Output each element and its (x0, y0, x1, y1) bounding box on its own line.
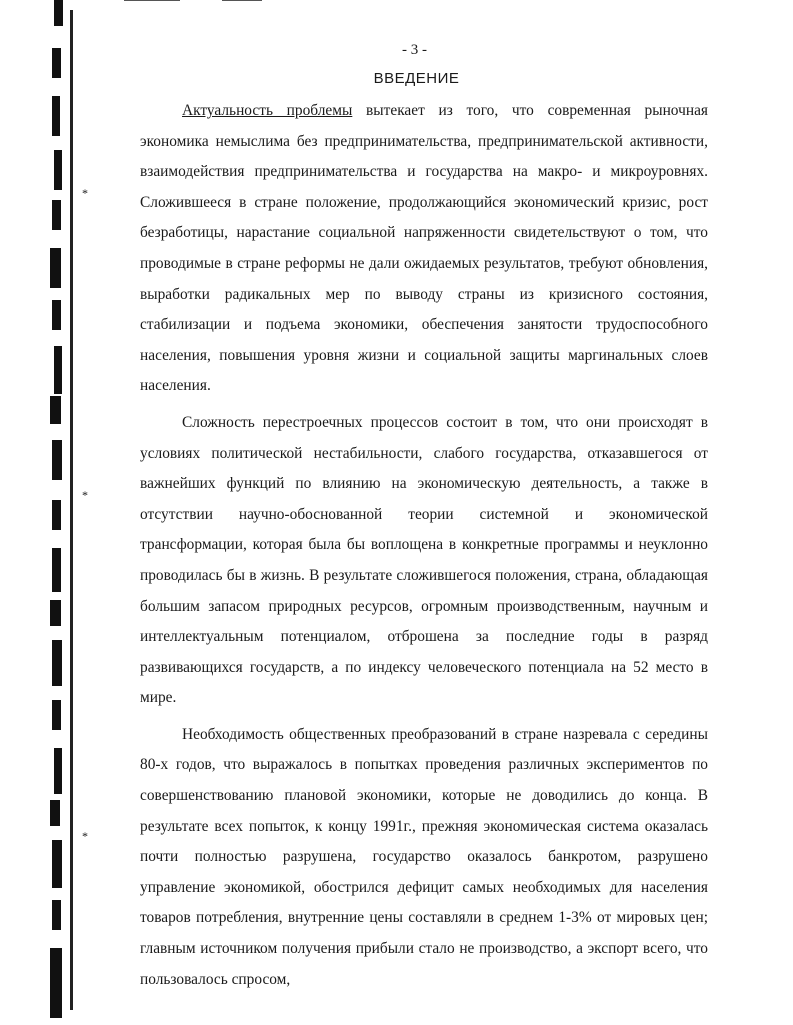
binding-mark (50, 800, 60, 826)
paragraph-lead: Актуальность проблемы (182, 102, 353, 119)
binding-mark (54, 0, 63, 26)
margin-mark: * (82, 829, 88, 843)
paragraph: Сложность перестроечных процессов состоит в том, что они происходят в условиях политической нестабильности, слабого государства, отказавшегося от важнейших функций по влиянию на экономическую деятельность, а также в отсутствии научно-обоснованной теории системной и экономической трансформации, которая была бы воплощена в конкретные программы и неуклонно проводилась бы в жизнь. В результате сложившегося положения, страна, обладающая большим запасом природных ресурсов, огромным производственным, научным и интеллектуальным потенциалом, отброшена за последние годы в разряд развивающихся государств, а по индексу человеческого потенциала на 52 место в мире. (140, 413, 708, 707)
binding-mark (50, 396, 61, 424)
page-title: ВВЕДЕНИЕ (373, 70, 460, 87)
binding-mark (52, 900, 61, 930)
paragraph (140, 96, 708, 402)
scan-binding-edge (34, 0, 64, 1025)
binding-mark (54, 346, 62, 394)
scan-top-rule (124, 0, 180, 1)
margin-mark: * (82, 488, 88, 502)
binding-spine (70, 10, 73, 1010)
document-body (140, 96, 708, 995)
paragraph-text: вытекает из того, что современная рыночная экономика немыслима без предпринимательства, предпринимательской активности, взаимодействия предпринимательства и государства на макро- и микроуровнях. Сложившееся в стране положение, продолжающийся экономический кризис, рост безработицы, нарастание социальной напряженности свидетельствуют о том, что проводимые в стране реформы не дали ожидаемых результатов, требуют обновления, выработки радикальных мер по выводу страны из кризисного состояния, стабилизации и подъема экономики, обеспечения занятости трудоспособного населения, повышения уровня жизни и социальной защиты маргинальных слоев населения. (140, 102, 708, 395)
page-number: - 3 - (402, 42, 427, 58)
binding-mark (50, 600, 61, 626)
binding-mark (52, 700, 61, 730)
binding-mark (52, 840, 62, 888)
binding-mark (54, 748, 62, 794)
binding-mark (54, 150, 62, 190)
binding-mark (52, 548, 61, 592)
binding-mark (52, 640, 62, 686)
scan-top-rule (222, 0, 262, 1)
margin-mark: * (82, 186, 88, 200)
binding-mark (52, 300, 61, 330)
binding-mark (52, 200, 61, 230)
binding-mark (52, 500, 61, 530)
binding-mark (50, 248, 61, 288)
paragraph: Необходимость общественных преобразований в стране назревала с середины 80-х годов, что выражалось в попытках проведения различных экспериментов по совершенствованию плановой экономики, которые не доводились до конца. В результате всех попыток, к концу 1991г., прежняя экономическая система оказалась почти полностью разрушена, государство оказалось банкротом, разрушено управление экономикой, обострился дефицит самых необходимых для населения товаров потребления, внутренние цены составляли в среднем 1-3% от мировых цен; главным источником получения прибыли стало не производство, а экспорт всего, что пользовалось спросом, (140, 725, 708, 988)
binding-mark (52, 96, 60, 136)
binding-mark (52, 440, 62, 480)
binding-mark (50, 948, 62, 1018)
